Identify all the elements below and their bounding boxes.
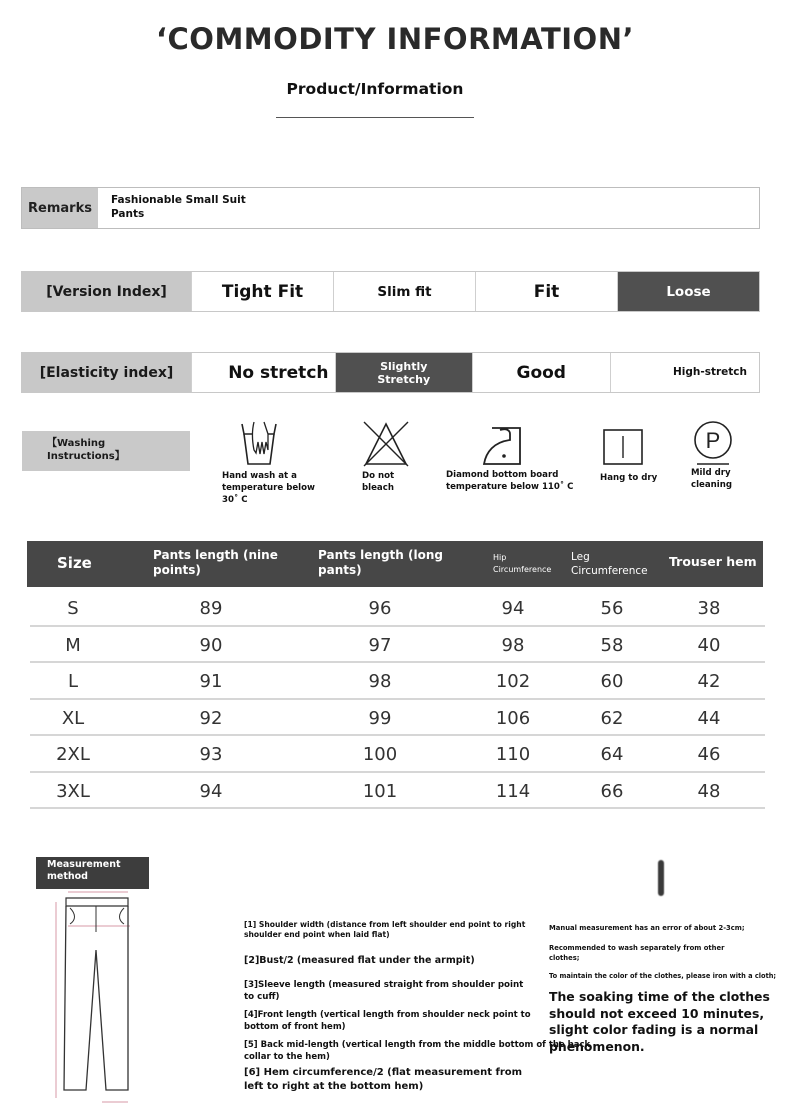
cell-nine: 90 bbox=[199, 634, 223, 656]
measurement-note-1: [1] Shoulder width (distance from left shoulder end point to right shoulder end point when laid flat) bbox=[244, 920, 526, 939]
header-long-line1: Pants length (long bbox=[318, 548, 443, 562]
measurement-label-line2: method bbox=[47, 871, 88, 882]
version-option-slim-fit: Slim fit bbox=[333, 272, 475, 311]
bleach-caption-line2: bleach bbox=[362, 483, 394, 493]
washing-label-line2: Instructions】 bbox=[47, 451, 125, 462]
measurement-method-label bbox=[36, 857, 149, 889]
wash-item-hang-dry bbox=[600, 428, 657, 484]
washing-instructions-label bbox=[22, 431, 190, 471]
remarks-value-line1: Fashionable Small Suit bbox=[111, 194, 246, 206]
cell-nine: 92 bbox=[199, 707, 223, 729]
elasticity-option-slightly-stretchy bbox=[335, 353, 473, 392]
cell-long: 96 bbox=[368, 598, 392, 619]
page-title: ‘COMMODITY INFORMATION’ bbox=[156, 22, 634, 56]
wash-item-iron bbox=[446, 424, 574, 493]
header-leg-line2: Circumference bbox=[571, 565, 648, 577]
cell-hem: 46 bbox=[697, 744, 721, 765]
cell-nine: 89 bbox=[199, 598, 223, 619]
cell-size: 3XL bbox=[56, 780, 90, 802]
cell-leg: 56 bbox=[600, 598, 624, 619]
size-table-header bbox=[27, 541, 763, 587]
remarks-value-line2: Pants bbox=[111, 208, 145, 220]
cell-leg: 64 bbox=[600, 744, 624, 765]
elasticity-index-label: [Elasticity index] bbox=[22, 353, 191, 392]
elasticity-option-slightly-line2: Stretchy bbox=[377, 372, 431, 386]
elasticity-option-good: Good bbox=[472, 353, 610, 392]
mild-dry-clean-icon bbox=[691, 420, 735, 466]
table-row bbox=[30, 627, 765, 664]
wash-item-hand-wash bbox=[222, 420, 315, 506]
remark-iron-with-cloth: To maintain the color of the clothes, please iron with a cloth; bbox=[549, 972, 777, 980]
cell-hip: 102 bbox=[495, 671, 531, 692]
remarks-label: Remarks bbox=[22, 188, 98, 228]
header-hip bbox=[493, 552, 551, 576]
cell-long: 101 bbox=[362, 780, 398, 802]
hang-dry-caption: Hang to dry bbox=[600, 473, 658, 483]
svg-text:P: P bbox=[705, 428, 721, 453]
hang-dry-icon bbox=[602, 428, 644, 466]
cell-hem: 48 bbox=[697, 780, 721, 802]
measurement-note-5: [5] Back mid-length (vertical length from the middle bottom of the back collar to the hem) bbox=[244, 1040, 591, 1062]
pants-diagram-icon bbox=[30, 890, 150, 1108]
remark-soaking-time: The soaking time of the clothes should not exceed 10 minutes, slight color fading is a normal phenomenon. bbox=[549, 989, 770, 1054]
elasticity-index-row bbox=[21, 352, 760, 393]
version-option-fit: Fit bbox=[475, 272, 617, 311]
table-row bbox=[30, 773, 765, 810]
cell-leg: 66 bbox=[600, 780, 624, 802]
cell-leg: 58 bbox=[600, 634, 624, 656]
header-hip-line2: Circumference bbox=[493, 565, 552, 574]
cell-hip: 110 bbox=[495, 744, 531, 765]
wash-caption-line3: 30˚ C bbox=[222, 495, 248, 505]
measurement-label-line1: Measurement bbox=[47, 859, 121, 870]
wash-item-dry-clean bbox=[691, 420, 735, 491]
washing-label-line1: 【Washing bbox=[47, 438, 106, 449]
measurement-note-2: [2]Bust/2 (measured flat under the armpit) bbox=[244, 955, 475, 966]
version-index-row bbox=[21, 271, 760, 312]
table-row bbox=[30, 590, 765, 627]
cell-hip: 114 bbox=[495, 780, 531, 802]
version-option-loose: Loose bbox=[617, 272, 759, 311]
table-row bbox=[30, 736, 765, 773]
header-nine-line1: Pants length (nine bbox=[153, 548, 278, 562]
cell-size: L bbox=[67, 671, 79, 692]
wash-caption-line2: temperature below bbox=[222, 483, 315, 493]
cell-long: 97 bbox=[368, 634, 392, 656]
header-long-line2: pants) bbox=[318, 563, 362, 577]
iron-low-temp-icon bbox=[482, 424, 530, 468]
measurement-note-6: [6] Hem circumference/2 (flat measurement from left to right at the bottom hem) bbox=[244, 1067, 523, 1092]
header-hip-line1: Hip bbox=[493, 553, 507, 562]
cell-leg: 60 bbox=[600, 671, 624, 692]
remark-measurement-error: Manual measurement has an error of about 2-3cm; bbox=[549, 924, 745, 932]
version-option-tight-fit: Tight Fit bbox=[191, 272, 333, 311]
cell-size: M bbox=[65, 634, 81, 656]
version-index-label: [Version Index] bbox=[22, 272, 191, 311]
cell-hip: 94 bbox=[501, 598, 525, 619]
cell-long: 98 bbox=[368, 671, 392, 692]
cell-hem: 38 bbox=[697, 598, 721, 619]
header-size: Size bbox=[57, 554, 92, 572]
iron-caption-line2: temperature below 110˚ C bbox=[446, 482, 574, 492]
cell-hem: 44 bbox=[697, 707, 721, 729]
measurement-note-4: [4]Front length (vertical length from shoulder neck point to bottom of front hem) bbox=[244, 1010, 531, 1032]
cell-long: 99 bbox=[368, 707, 392, 729]
page-subtitle: Product/Information bbox=[286, 80, 464, 98]
remarks-row bbox=[21, 187, 760, 229]
cell-nine: 93 bbox=[199, 744, 223, 765]
header-leg-line1: Leg bbox=[571, 551, 590, 563]
cell-size: 2XL bbox=[56, 744, 90, 765]
do-not-bleach-icon bbox=[362, 420, 410, 468]
cell-hip: 106 bbox=[495, 707, 531, 729]
remark-wash-separately: Recommended to wash separately from other clothes; bbox=[549, 944, 725, 962]
size-table-body bbox=[30, 590, 765, 809]
wash-caption-line1: Hand wash at a bbox=[222, 471, 297, 481]
subtitle-divider bbox=[276, 117, 474, 118]
iron-caption-line1: Diamond bottom board bbox=[446, 470, 559, 480]
decorative-mark bbox=[658, 860, 664, 896]
header-nine-length bbox=[153, 548, 278, 578]
measurement-note-3: [3]Sleeve length (measured straight from shoulder point to cuff) bbox=[244, 980, 524, 1002]
cell-hem: 42 bbox=[697, 671, 721, 692]
header-leg bbox=[571, 550, 648, 578]
elasticity-option-slightly-line1: Slightly bbox=[380, 359, 428, 373]
cell-nine: 91 bbox=[199, 671, 223, 692]
wash-item-do-not-bleach bbox=[362, 420, 410, 494]
header-long-length bbox=[318, 548, 443, 578]
header-hem: Trouser hem bbox=[669, 554, 757, 569]
cell-leg: 62 bbox=[600, 707, 624, 729]
cell-size: S bbox=[67, 598, 79, 619]
hand-wash-icon bbox=[236, 420, 306, 468]
dry-clean-caption-line2: cleaning bbox=[691, 480, 733, 490]
dry-clean-caption-line1: Mild dry bbox=[691, 468, 731, 478]
cell-nine: 94 bbox=[199, 780, 223, 802]
remarks-value bbox=[98, 188, 246, 228]
table-row bbox=[30, 700, 765, 737]
cell-size: XL bbox=[61, 707, 85, 729]
cell-hem: 40 bbox=[697, 634, 721, 656]
cell-long: 100 bbox=[362, 744, 398, 765]
cell-hip: 98 bbox=[501, 634, 525, 656]
elasticity-option-high-stretch: High-stretch bbox=[610, 353, 760, 392]
elasticity-option-no-stretch: No stretch bbox=[191, 353, 335, 392]
bleach-caption-line1: Do not bbox=[362, 471, 395, 481]
table-row bbox=[30, 663, 765, 700]
header-nine-line2: points) bbox=[153, 563, 201, 577]
